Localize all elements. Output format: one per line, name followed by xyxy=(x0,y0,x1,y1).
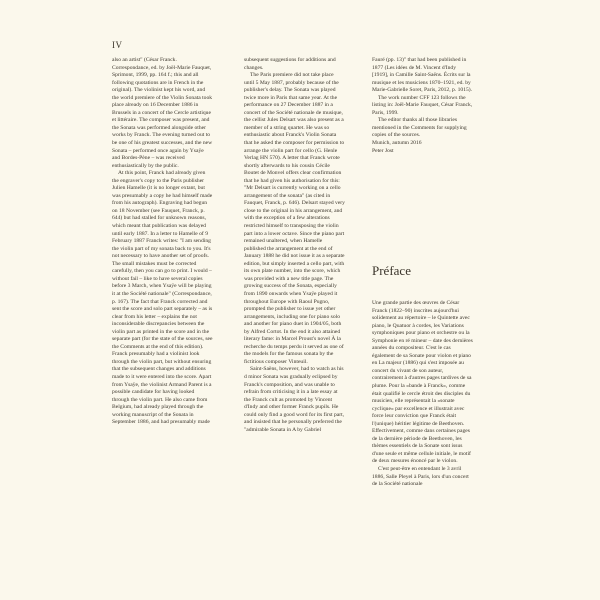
column-left xyxy=(112,57,213,427)
page-number: IV xyxy=(112,40,123,50)
paragraph: Saint-Saëns, however, had to watch as his d minor Sonata was gradually eclipsed by Franck's composition, and was unable to refrain from criticising it in a late essay at the Franck cult as promoted by Vincent d'Indy and other former Franck pupils. He could only find a good word for its first part, and insisted that he personally preferred the "admirable Sonata in A by Gabriel xyxy=(244,366,345,433)
section-title: Préface xyxy=(372,263,411,278)
paragraph: The editor thanks all those libraries mentioned in the Comments for supplying copies of the sources. xyxy=(372,117,467,139)
signature-name: Peter Jost xyxy=(372,147,394,154)
paragraph: also an artist" (César Franck. Correspondance, ed. by Joël-Marie Fauquet, Sprimont, 1999, pp. 164 f.; this and all following quotations are in French in the original). The violinist kept his word, and the world premiere of the Violin Sonata took place already on 16 December 1886 in Brussels in a concert of the Cercle artistique et littéraire. The composer was present, and the Sonata was performed alongside other works by Franck. The evening turned out to be one of his greatest successes, and the new Sonata – performed once again by Ysaÿe and Bordes-Pène – was received enthusiastically by the public. xyxy=(112,57,213,169)
column-middle xyxy=(244,57,345,434)
column-right xyxy=(372,57,473,155)
paragraph: Fauré (pp. 13)" that had been published in 1877 (Les idées de M. Vincent d'Indy [1919], in Camille Saint-Saëns. Écrits sur la musique et les musiciens 1870–1921, ed. by Marie-Gabrielle Soret, Paris, 2012, p. 1015). xyxy=(372,57,473,94)
paragraph: At this point, Franck had already given the engraver's copy to the Paris publisher Julien Hamelle (it is no longer extant, but was presumably a copy he had himself made from his autograph). Engraving had begun on 18 November (see Fauquet, Franck, p. 644) but had stalled for unknown reasons, which meant that publication was delayed until early 1887. In a letter to Hamelle of 9 February 1887 Franck writes: "I am sending the violin part of my sonata back to you. It's not necessary to have another set of proofs. The small mistakes must be corrected carefully, then you can go to print. I would – without fail – like to have several copies before 3 March, when Ysaÿe will be playing it at the Société nationale" (Correspondance, p. 167). The fact that Franck corrected and sent the score and solo part separately – as is clear from his letter – explains the not inconsiderable discrepancies between the violin part as printed in the score and in the separate part (for the state of the sources, see the Comments at the end of this edition). Franck presumably had a violinist look through the violin part, but without ensuring that the subsequent changes and additions made to it were entered into the score. Apart from Ysaÿe, the violinist Armand Parent is a possible candidate for having looked through the violin part. He also came from Belgium, had already played through the working manuscript of the Sonata in September 1886, and had presumably made xyxy=(112,170,213,426)
column-right-preface xyxy=(372,300,473,489)
paragraph: The work number CFF 123 follows the listing in: Joël-Marie Fauquet, César Franck, Paris, 1999. xyxy=(372,94,473,116)
signature-place: Munich, autumn 2016 xyxy=(372,140,422,147)
paragraph: subsequent suggestions for additions and changes. xyxy=(244,57,336,71)
paragraph: Une grande partie des œuvres de César Franck (1822–90) inscrites aujourd'hui solidement au répertoire – le Quintette avec piano, le Quatuor à cordes, les Variations symphoniques pour piano et orchestre ou la Symphonie en ré mineur – date des dernières années du compositeur. C'est le cas également de sa Sonate pour violon et piano en La majeur (1886) qui s'est imposée au concert du vivant de son auteur, contrairement à d'autres pages tardives de sa plume. Pour la «bande à Franck», comme était qualifié le cercle étroit des disciples du musicien, elle représentait la «sonate cyclique» par excellence et illustrait avec force leur conviction que Franck était l'(unique) héritier légitime de Beethoven. Effectivement, comme dans certaines pages de la dernière période de Beethoven, les thèmes essentiels de la Sonate sont issus d'une seule et même cellule initiale, le motif de deux mesures énoncé par le violon. xyxy=(372,300,473,465)
paragraph: The Paris premiere did not take place until 5 May 1887, probably because of the publisher's delay. The Sonata was played twice more in Paris that same year. At the performance on 27 December 1887 in a concert of the Société nationale de musique, the cellist Jules Delsart was also present as a member of a string quartet. He was so enthusiastic about Franck's Violin Sonata that he asked the composer for permission to arrange the violin part for cello (G. Henle Verlag HN 570). A letter that Franck wrote shortly afterwards to his cousin Cécile Boutet de Monvel offers clear confirmation that he had given his authorisation for this: "Mr Delsart is currently working on a cello arrangement of the sonata" (as cited in Fauquet, Franck, p. 646). Delsart stayed very close to the original in his arrangement, and with the exception of a few alterations restricted himself to transposing the violin part into a lower octave. Since the piano part remained unaltered, when Hamelle published the arrangement at the end of January 1888 he did not issue it as a separate edition, but simply inserted a cello part, with its own plate number, into the score, which was provided with a new title page. The growing success of the Sonata, especially from 1890 onwards when Ysaÿe played it throughout Europe with Raoul Pugno, prompted the publisher to issue yet other arrangements, including one for piano solo and another for piano duet in 1904/05, both by Alfred Cortot. In the end it also attained literary fame: in Marcel Proust's novel À la recherche du temps perdu it served as one of the models for the famous sonata by the fictitious composer Vinteuil. xyxy=(244,72,345,365)
paragraph: C'est peut-être en entendant le 3 avril 1886, Salle Pleyel à Paris, lors d'un concert de la Société nationale xyxy=(372,466,469,488)
